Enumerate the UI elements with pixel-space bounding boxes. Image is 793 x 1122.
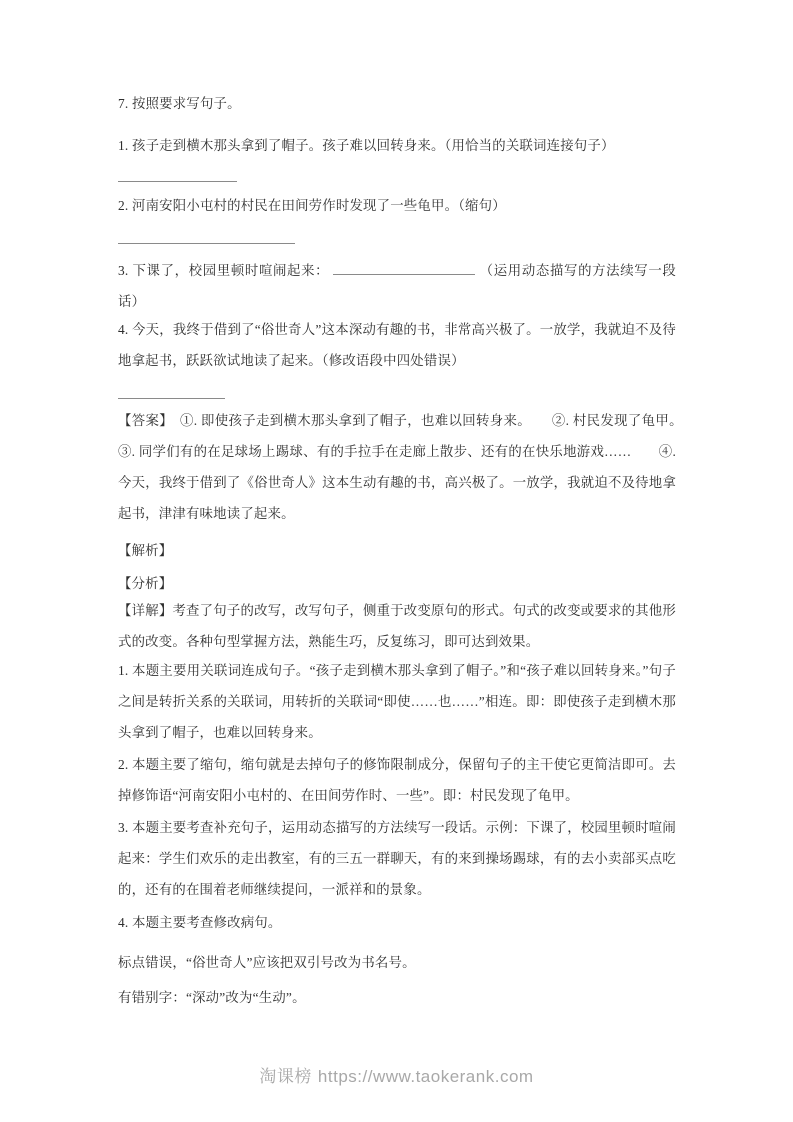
question-4: 4. 今天，我终于借到了“俗世奇人”这本深动有趣的书，非常高兴极了。一放学，我就迫不及待地拿起书，跃跃欲试地读了起来。（修改语段中四处错误） [118,322,676,368]
answer-blank-line-1 [118,181,237,182]
answer-blank-inline-3 [333,263,475,275]
footer-site-url: https://www.taokerank.com [317,1067,534,1086]
detail-explanation-1: 1. 本题主要用关联词连成句子。“孩子走到横木那头拿到了帽子。”和“孩子难以回转身来。”句子之间是转折关系的关联词，用转折的关联词“即使……也……”相连。即：即使孩子走到横木那头拿到了帽子，也难以回转身来。 [118,663,676,740]
answer-blank-line-4 [118,398,225,399]
footer-site-name: 淘课榜 [259,1067,312,1086]
breakdown-label: 【分析】 [118,576,173,591]
detail-4-typo-note: 有错别字：“深动”改为“生动”。 [118,990,306,1005]
page-footer [0,1062,793,1087]
detail-4-punctuation-note: 标点错误，“俗世奇人”应该把双引号改为书名号。 [118,955,416,970]
analysis-label: 【解析】 [118,543,173,558]
answer-block: 【答案】 ①. 即使孩子走到横木那头拿到了帽子，也难以回转身来。 ②. 村民发现了龟甲。 ③. 同学们有的在足球场上踢球、有的手拉手在走廊上散步、还有的在快乐地游戏…… ④. 今天，我终于借到了《俗世奇人》这本生动有趣的书，高兴极了。一放学，我就迫不及待地拿起书，津津有味地读了起来。 [118,413,704,521]
question-3-suffix: （运用动态描写的方法续写一段话） [118,263,676,309]
detail-explanation-2: 2. 本题主要了缩句，缩句就是去掉句子的修饰限制成分，保留句子的主干使它更简洁即可。去掉修饰语“河南安阳小屯村的、在田间劳作时、一些”。即：村民发现了龟甲。 [118,757,676,803]
question-2: 2. 河南安阳小屯村的村民在田间劳作时发现了一些龟甲。（缩句） [118,198,506,213]
question-3 [118,255,676,317]
question-3-prefix: 3. 下课了，校园里顿时喧闹起来： [118,263,330,278]
detail-explanation-4: 4. 本题主要考查修改病句。 [118,915,282,930]
answer-blank-line-2 [118,243,295,244]
question-1: 1. 孩子走到横木那头拿到了帽子。孩子难以回转身来。（用恰当的关联词连接句子） [118,138,615,153]
detail-explanation-3: 3. 本题主要考查补充句子，运用动态描写的方法续写一段话。示例：下课了，校园里顿时喧闹起来：学生们欢乐的走出教室，有的三五一群聊天，有的来到操场踢球，有的去小卖部买点吃的，还有的在围着老师继续提问，一派祥和的景象。 [118,820,676,897]
detail-intro: 【详解】考查了句子的改写，改写句子，侧重于改变原句的形式。句式的改变或要求的其他形式的改变。各种句型掌握方法，熟能生巧，反复练习，即可达到效果。 [118,603,676,649]
question-7-title: 7. 按照要求写句子。 [118,96,241,111]
